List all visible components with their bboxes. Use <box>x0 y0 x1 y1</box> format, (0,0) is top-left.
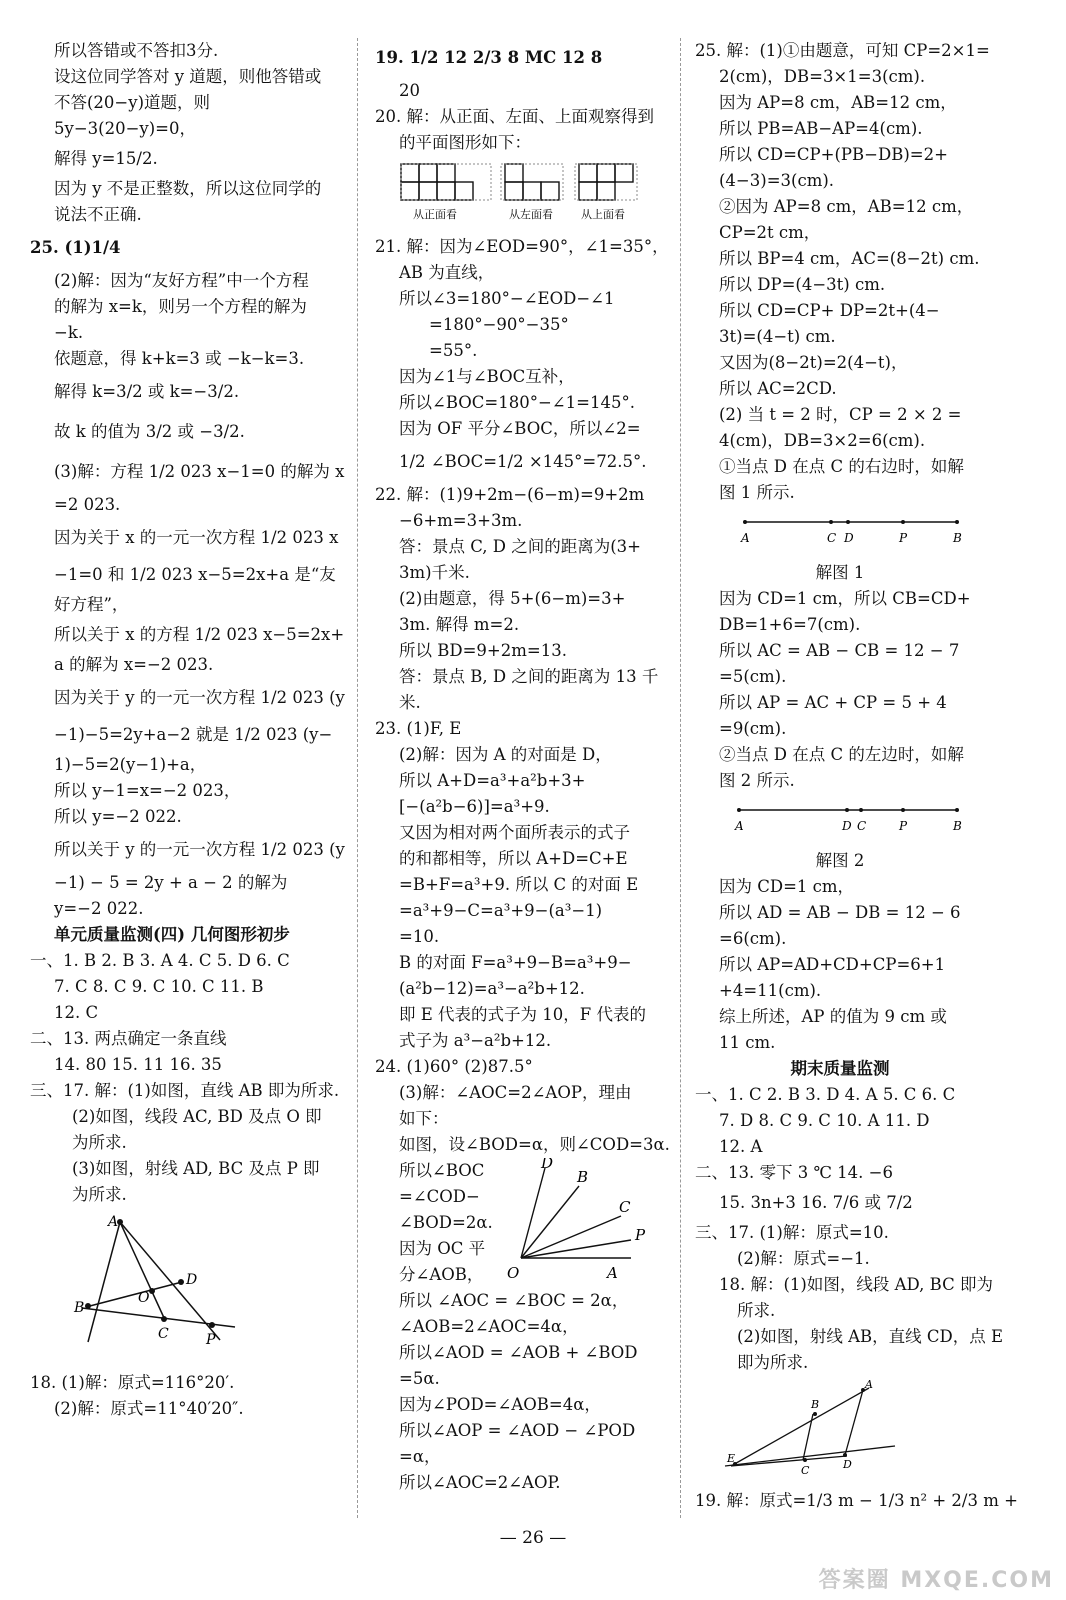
text-line: (2)如图，射线 AB，直线 CD，点 E <box>737 1327 1004 1346</box>
question-20: 20. 解：从正面、左面、上面观察得到 <box>375 107 654 126</box>
text-line: 设这位同学答对 y 道题，则他答错或 <box>54 67 322 86</box>
fig2-label-d: D <box>842 819 852 833</box>
text-line: =∠COD− <box>399 1187 480 1206</box>
text-line: −1) − 5 = 2y + a − 2 的解为 <box>54 873 288 892</box>
text-line: (a²b−12)=a³−a²b+12. <box>399 979 585 998</box>
text-line: 分∠AOB， <box>399 1265 484 1284</box>
question-23: 23. (1)F, E <box>375 719 462 738</box>
text-line: =α， <box>399 1447 441 1466</box>
text-line: 为所求. <box>72 1185 127 1204</box>
text-line: (3)如图，射线 AD, BC 及点 P 即 <box>72 1159 320 1178</box>
text-line: 因为 OF 平分∠BOC，所以∠2= <box>399 419 641 438</box>
question-21: 21. 解：因为∠EOD=90°，∠1=35°， <box>375 237 669 256</box>
text-line: 所以∠BOC=180°−∠1=145°. <box>399 393 635 412</box>
text-line: 不答(20−y)道题，则 <box>54 93 211 112</box>
text-line: 所以 ∠AOC = ∠BOC = 2α， <box>399 1291 629 1310</box>
fig18-label-c: C <box>801 1464 810 1477</box>
view-caption-left: 从左面看 <box>509 208 553 221</box>
fig2-label-b: B <box>953 819 962 833</box>
text-line: 18. (1)解：原式=116°20′. <box>30 1373 235 1392</box>
text-line: 答：景点 C, D 之间的距离为(3+ <box>399 537 642 556</box>
text-line: 好方程”， <box>54 595 129 614</box>
answer-row: 二、13. 零下 3 ℃ 14. −6 <box>695 1163 893 1182</box>
answer-row: 二、13. 两点确定一条直线 <box>30 1029 227 1048</box>
text-line: 所以 BP=4 cm，AC=(8−2t) cm. <box>719 249 980 268</box>
figure-18 <box>695 1380 965 1480</box>
text-line: 5y−3(20−y)=0， <box>54 119 196 138</box>
fig1-label-p: P <box>899 531 908 545</box>
question-24: 24. (1)60° (2)87.5° <box>375 1057 533 1076</box>
fig18-label-d: D <box>843 1458 852 1471</box>
answer-row: 12. C <box>54 1003 99 1022</box>
text-line: 即 E 代表的式子为 10，F 代表的 <box>399 1005 646 1024</box>
text-line: 图 2 所示. <box>719 771 795 790</box>
fig1-label-a: A <box>741 531 750 545</box>
text-line: 因为关于 y 的一元一次方程 1/2 023 (y <box>54 688 345 707</box>
fig24-label-c: C <box>619 1198 631 1216</box>
text-line: 所以 AC = AB − CB = 12 − 7 <box>719 641 960 660</box>
text-line: (2)解：因为 A 的对面是 D， <box>399 745 612 764</box>
fig-label-d: D <box>186 1272 198 1288</box>
text-line: 所以答错或不答扣3分. <box>54 41 219 60</box>
text-line: −1)−5=2y+a−2 就是 1/2 023 (y− <box>54 725 333 744</box>
fig24-label-o: O <box>507 1264 520 1282</box>
text-line: ②因为 AP=8 cm，AB=12 cm， <box>719 197 974 216</box>
text-line: 如下： <box>399 1109 449 1128</box>
text-line: 的和都相等，所以 A+D=C+E <box>399 849 628 868</box>
text-line: AB 为直线， <box>399 263 495 282</box>
fig18-label-e: E <box>727 1452 736 1465</box>
text-line: 3m)千米. <box>399 563 470 582</box>
text-line: (2)如图，线段 AC, BD 及点 O 即 <box>72 1107 322 1126</box>
q24-fig-block <box>375 1158 665 1288</box>
text-line: 所以∠AOC=2∠AOP. <box>399 1473 561 1492</box>
question-22: 22. 解：(1)9+2m−(6−m)=9+2m <box>375 485 645 504</box>
text-line: =9(cm). <box>719 719 787 738</box>
text-line: (2)解：原式=−1. <box>737 1249 870 1268</box>
text-line: 所以关于 y 的一元一次方程 1/2 023 (y <box>54 840 345 859</box>
figure-24 <box>503 1158 653 1288</box>
text-line: 1/2 ∠BOC=1/2 ×145°=72.5°. <box>399 452 647 471</box>
figure-17 <box>30 1212 270 1362</box>
text-line: 三、17. (1)解：原式=10. <box>695 1223 889 1242</box>
text-line: 所以 CD=CP+(PB−DB)=2+ <box>719 145 948 164</box>
text-line: (3)解：∠AOC=2∠AOP，理由 <box>399 1083 632 1102</box>
text-line: −1=0 和 1/2 023 x−5=2x+a 是“友 <box>54 565 336 584</box>
text-line: (3)解：方程 1/2 023 x−1=0 的解为 x <box>54 462 345 481</box>
fig18-label-a: A <box>865 1380 873 1391</box>
text-line: 1)−5=2(y−1)+a， <box>54 755 207 774</box>
text-line: 所以 AC=2CD. <box>719 379 837 398</box>
question-25b: 25. 解：(1)①由题意，可知 CP=2×1= <box>695 41 990 60</box>
text-line: (2)解：因为“友好方程”中一个方程 <box>54 271 309 290</box>
fig24-label-d: D <box>541 1158 554 1172</box>
text-line: 因为∠POD=∠AOB=4α， <box>399 1395 601 1414</box>
answer-row: 一、1. B 2. B 3. A 4. C 5. D 6. C <box>30 951 290 970</box>
text-line: =6(cm). <box>719 929 787 948</box>
text-line: 因为 CD=1 cm，所以 CB=CD+ <box>719 589 971 608</box>
fig-label-p: P <box>206 1332 216 1348</box>
text-line: 所以 CD=CP+ DP=2t+(4− <box>719 301 940 320</box>
text-line: =B+F=a³+9. 所以 C 的对面 E <box>399 875 639 894</box>
column-divider-2 <box>680 38 681 1518</box>
question-19b: 19. 解：原式=1/3 m − 1/3 n² + 2/3 m + <box>695 1491 1018 1510</box>
text-line: a 的解为 x=−2 023. <box>54 655 214 674</box>
text-line: 18. 解：(1)如图，线段 AD, BC 即为 <box>719 1275 993 1294</box>
text-line: 答：景点 B, D 之间的距离为 13 千 <box>399 667 659 686</box>
text-line: 依题意，得 k+k=3 或 −k−k=3. <box>54 349 305 368</box>
text-line: ∠BOD=2α. <box>399 1213 493 1232</box>
fig24-label-b: B <box>577 1168 589 1186</box>
figure-20-views <box>375 160 645 226</box>
text-line: 所以 PB=AB−AP=4(cm). <box>719 119 923 138</box>
text-line: ∠AOB=2∠AOC=4α， <box>399 1317 579 1336</box>
text-line: ②当点 D 在点 C 的左边时，如解 <box>719 745 964 764</box>
text-line: ①当点 D 在点 C 的右边时，如解 <box>719 457 964 476</box>
column-3 <box>695 38 1018 1514</box>
answer-row: 14. 80 15. 11 16. 35 <box>54 1055 222 1074</box>
text-line: =5α. <box>399 1369 440 1388</box>
text-line: =180°−90°−35° <box>429 315 569 334</box>
text-line: 3t)=(4−t) cm. <box>719 327 836 346</box>
answer-row: 7. D 8. C 9. C 10. A 11. D <box>719 1111 930 1130</box>
text-line: 因为 OC 平 <box>399 1239 486 1258</box>
question-19: 19. 1/2 12 2/3 8 MC 12 8 <box>375 48 603 67</box>
text-line: 2(cm)，DB=3×1=3(cm). <box>719 67 926 86</box>
text-line: (2)解：原式=11°40′20″. <box>54 1399 244 1418</box>
text-line: 所以∠AOP = ∠AOD − ∠POD <box>399 1421 636 1440</box>
text-line: 所以 DP=(4−3t) cm. <box>719 275 886 294</box>
column-divider-1 <box>357 38 358 1518</box>
fig24-label-a: A <box>607 1264 618 1282</box>
text-line: −k. <box>54 323 84 342</box>
text-line: DB=1+6=7(cm). <box>719 615 861 634</box>
text-line: 米. <box>399 693 421 712</box>
text-line: 三、17. 解：(1)如图，直线 AB 即为所求. <box>30 1081 340 1100</box>
text-line: 说法不正确. <box>54 205 142 224</box>
text-line: 因为 AP=8 cm，AB=12 cm， <box>719 93 957 112</box>
fig18-label-b: B <box>811 1398 820 1411</box>
figure-solution-2 <box>695 798 965 840</box>
text-line: 11 cm. <box>719 1033 776 1052</box>
text-line: 即为所求. <box>737 1353 809 1372</box>
text-line: 所以关于 x 的方程 1/2 023 x−5=2x+ <box>54 625 345 644</box>
text-line: +4=11(cm). <box>719 981 822 1000</box>
column-2 <box>375 38 670 1496</box>
fig-label-b: B <box>74 1300 85 1316</box>
text-line: 20 <box>399 81 420 100</box>
page-number: — 26 — <box>499 1528 567 1548</box>
text-line: 所以 BD=9+2m=13. <box>399 641 567 660</box>
text-line: 3m. 解得 m=2. <box>399 615 520 634</box>
text-line: 的平面图形如下： <box>399 133 531 152</box>
figure-caption: 解图 1 <box>815 563 865 582</box>
fig-label-o: O <box>138 1290 150 1306</box>
text-line: 因为关于 x 的一元一次方程 1/2 023 x <box>54 528 339 547</box>
answer-row: 7. C 8. C 9. C 10. C 11. B <box>54 977 264 996</box>
text-line: 所以 AP = AC + CP = 5 + 4 <box>719 693 947 712</box>
section-heading: 单元质量监测(四) 几何图形初步 <box>54 925 290 944</box>
text-line: (2)由题意，得 5+(6−m)=3+ <box>399 589 626 608</box>
text-line: 解得 y=15/2. <box>54 149 158 168</box>
text-line: [−(a²b−6)]=a³+9. <box>399 797 550 816</box>
text-line: =2 023. <box>54 495 121 514</box>
fig1-label-d: D <box>844 531 854 545</box>
text-line: 因为∠1与∠BOC互补， <box>399 367 575 386</box>
text-line: =a³+9−C=a³+9−(a³−1) <box>399 901 603 920</box>
answer-row: 一、1. C 2. B 3. D 4. A 5. C 6. C <box>695 1085 956 1104</box>
fig2-label-p: P <box>899 819 908 833</box>
text-line: =55°. <box>429 341 478 360</box>
text-line: 所以 A+D=a³+a²b+3+ <box>399 771 586 790</box>
text-line: y=−2 022. <box>54 899 144 918</box>
fig1-label-b: B <box>953 531 962 545</box>
text-line: 所以 y=−2 022. <box>54 807 182 826</box>
watermark: 答案圈 MXQE.COM <box>818 1568 1054 1593</box>
fig2-label-a: A <box>735 819 744 833</box>
figure-caption: 解图 2 <box>815 851 865 870</box>
section-heading: 期末质量监测 <box>790 1059 890 1078</box>
text-line: 所求. <box>737 1301 776 1320</box>
view-caption-top: 从上面看 <box>581 208 625 221</box>
text-line: (4−3)=3(cm). <box>719 171 835 190</box>
figure-solution-1 <box>695 510 965 552</box>
text-line: 因为 y 不是正整数，所以这位同学的 <box>54 179 322 198</box>
fig-label-a: A <box>108 1214 119 1230</box>
text-line: =5(cm). <box>719 667 787 686</box>
column-1 <box>30 38 350 1422</box>
text-line: 所以 AD = AB − DB = 12 − 6 <box>719 903 961 922</box>
text-line: 4(cm)，DB=3×2=6(cm). <box>719 431 926 450</box>
text-line: 故 k 的值为 3/2 或 −3/2. <box>54 422 245 441</box>
text-line: 解得 k=3/2 或 k=−3/2. <box>54 382 240 401</box>
text-line: 因为 CD=1 cm， <box>719 877 855 896</box>
answer-row: 15. 3n+3 16. 7/6 或 7/2 <box>719 1193 913 1212</box>
text-line: CP=2t cm， <box>719 223 821 242</box>
text-line: 所以∠3=180°−∠EOD−∠1 <box>399 289 615 308</box>
text-line: 又因为(8−2t)=2(4−t)， <box>719 353 908 372</box>
fig-label-c: C <box>158 1326 169 1342</box>
fig2-label-c: C <box>857 819 867 833</box>
text-line: 的解为 x=k，则另一个方程的解为 <box>54 297 307 316</box>
text-line: 所以 y−1=x=−2 023， <box>54 781 241 800</box>
text-line: 式子为 a³−a²b+12. <box>399 1031 552 1050</box>
text-line: (2) 当 t = 2 时，CP = 2 × 2 = <box>719 405 962 424</box>
answer-row: 12. A <box>719 1137 763 1156</box>
view-caption-front: 从正面看 <box>413 208 457 221</box>
text-line: 为所求. <box>72 1133 127 1152</box>
text-line: 所以∠AOD = ∠AOB + ∠BOD <box>399 1343 638 1362</box>
text-line: =10. <box>399 927 440 946</box>
text-line: 如图，设∠BOD=α，则∠COD=3α. <box>399 1135 670 1154</box>
text-line: 图 1 所示. <box>719 483 795 502</box>
fig24-label-p: P <box>635 1226 646 1244</box>
text-line: −6+m=3+3m. <box>399 511 523 530</box>
fig1-label-c: C <box>827 531 837 545</box>
question-25: 25. (1)1/4 <box>30 238 121 257</box>
text-line: 又因为相对两个面所表示的式子 <box>399 823 630 842</box>
text-line: 所以∠BOC <box>399 1161 485 1180</box>
text-line: 所以 AP=AD+CD+CP=6+1 <box>719 955 946 974</box>
text-line: B 的对面 F=a³+9−B=a³+9− <box>399 953 632 972</box>
text-line: 综上所述，AP 的值为 9 cm 或 <box>719 1007 947 1026</box>
